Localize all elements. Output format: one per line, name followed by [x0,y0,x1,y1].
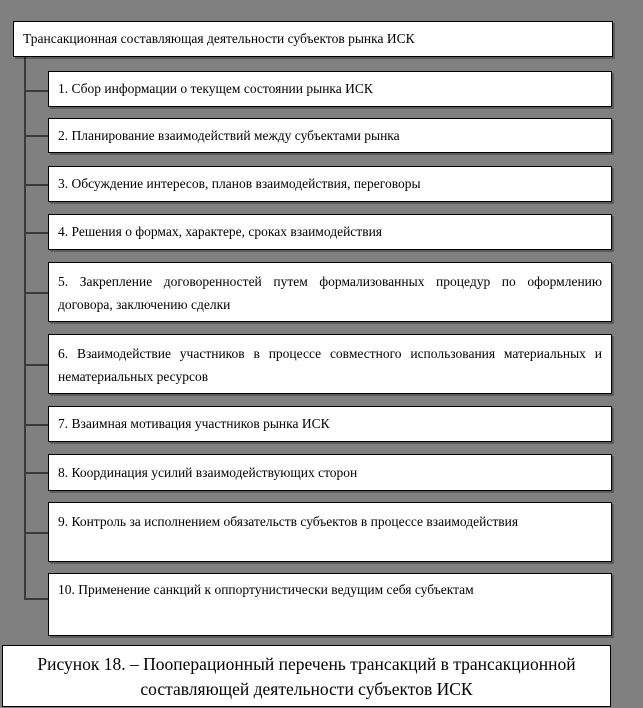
step-label: 3. Обсуждение интересов, планов взаимодействия, переговоры [58,176,421,191]
connector-stub [24,90,50,92]
diagram-title-box [13,21,613,57]
process-step-box-4 [48,214,612,250]
process-step-box-7 [48,406,612,442]
step-label: 8. Координация усилий взаимодействующих сторон [58,464,358,480]
step-label: 2. Планирование взаимодействий между субъектами рынка [58,127,400,143]
connector-stub [24,364,50,366]
step-label: 1. Сбор информации о текущем состоянии рынка ИСК [58,81,373,96]
process-step-box-2 [48,118,612,153]
diagram-title: Трансакционная составляющая деятельности субъектов рынка ИСК [23,31,415,46]
process-step-box-9: 9. Контроль за исполнением обязательств субъектов в процессе взаимодействия [48,502,612,562]
process-step-box-1 [48,71,612,107]
process-step-box-6: 6. Взаимодействие участников в процессе совместного использования материальных и нематериальных ресурсов [48,334,612,394]
figure-caption-line1: Рисунок 18. – Пооперационный перечень трансакций в трансакционной [37,654,576,674]
connector-stub [24,598,50,600]
connector-stub [24,424,50,426]
process-step-box-10: 10. Применение санкций к оппортунистически ведущим себя субъектам [48,573,612,636]
connector-stub [24,532,50,534]
process-step-box-5: 5. Закрепление договоренностей путем формализованных процедур по оформлению договора, заключению сделки [48,262,612,322]
connector-stub [24,232,50,234]
step-label: 7. Взаимная мотивация участников рынка ИСК [58,416,330,431]
connector-stub [24,135,50,137]
figure-caption-line2: составляющей деятельности субъектов ИСК [140,679,473,699]
connector-stub [24,184,50,186]
connector-line [24,57,26,600]
process-step-box-8 [48,454,612,491]
figure-caption [2,645,611,707]
process-step-box-3 [48,166,612,202]
connector-stub [24,472,50,474]
connector-stub [24,292,50,294]
step-label: 4. Решения о формах, характере, сроках взаимодействия [58,224,382,239]
